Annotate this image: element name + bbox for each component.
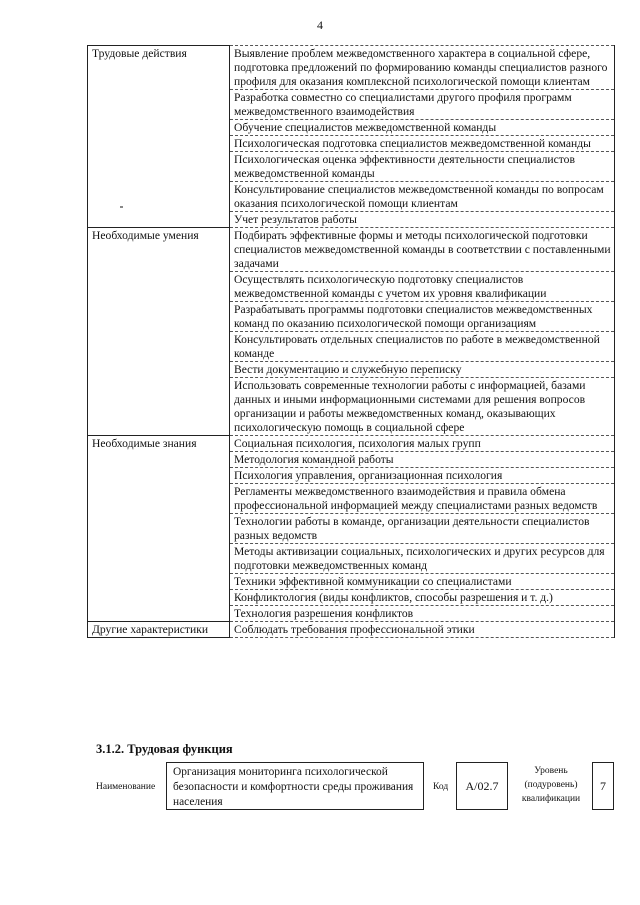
labor-function-row (0, 762, 640, 822)
name-value: Организация мониторинга психологической безопасности и комфортности среды проживания населения (166, 762, 424, 810)
item-cell: Обучение специалистов межведомственной команды (230, 120, 615, 136)
item-cell: Консультирование специалистов межведомственной команды по вопросам оказания психологической помощи клиентам (230, 182, 615, 212)
item-cell: Подбирать эффективные формы и методы психологической подготовки специалистов межведомственной команды в соответствии с поставленными задачами (230, 228, 615, 272)
item-cell: Методы активизации социальных, психологических и других ресурсов для подготовки межведомственных команд (230, 544, 615, 574)
name-label: Наименование (96, 782, 156, 792)
level-label-line-1: Уровень (534, 766, 568, 776)
page-number: 4 (317, 18, 323, 32)
category-cell: Необходимые умения (88, 228, 230, 436)
item-cell: Учет результатов работы (230, 212, 615, 228)
item-cell: Выявление проблем межведомственного характера в социальной сфере, подготовка предложений по формированию команды специалистов разного профиля для оказания комплексной психологической помощи клиентам (230, 46, 615, 90)
item-cell: Разрабатывать программы подготовки специалистов межведомственных команд по оказанию психологической помощи организациям (230, 302, 615, 332)
table-row (88, 622, 615, 638)
item-cell: Консультировать отдельных специалистов по работе в межведомственной команде (230, 332, 615, 362)
section-title: 3.1.2. Трудовая функция (96, 742, 233, 756)
category-cell: Трудовые действия (88, 46, 230, 228)
category-cell: Необходимые знания (88, 436, 230, 622)
item-cell: Психологическая оценка эффективности деятельности специалистов межведомственной команды (230, 152, 615, 182)
item-cell: Технологии работы в команде, организации деятельности специалистов разных ведомств (230, 514, 615, 544)
item-cell: Разработка совместно со специалистами другого профиля программ межведомственного взаимодействия (230, 90, 615, 120)
item-cell: Вести документацию и служебную переписку (230, 362, 615, 378)
item-cell: Психология управления, организационная психология (230, 468, 615, 484)
code-label: Код (433, 782, 449, 792)
item-cell: Техники эффективной коммуникации со специалистами (230, 574, 615, 590)
item-cell: Социальная психология, психология малых групп (230, 436, 615, 452)
scan-mark (120, 206, 123, 208)
labor-function-table (87, 45, 615, 638)
item-cell: Психологическая подготовка специалистов межведомственной команды (230, 136, 615, 152)
level-label-line-3: квалификации (521, 794, 581, 804)
level-value: 7 (592, 762, 614, 810)
item-cell: Использовать современные технологии работы с информацией, базами данных и иными информационными системами для решения вопросов организации и работы межведомственных команд, оказывающих психологическую помощь в социальной сфере (230, 378, 615, 436)
item-cell: Методология командной работы (230, 452, 615, 468)
level-label (516, 764, 586, 806)
table-row (88, 228, 615, 272)
item-cell: Конфликтология (виды конфликтов, способы разрешения и т. д.) (230, 590, 615, 606)
item-cell: Технология разрешения конфликтов (230, 606, 615, 622)
category-cell: Другие характеристики (88, 622, 230, 638)
item-cell: Регламенты межведомственного взаимодействия и правила обмена профессиональной информацией между специалистами разных ведомств (230, 484, 615, 514)
table-row (88, 46, 615, 90)
table-row (88, 436, 615, 452)
level-label-line-2: (подуровень) (524, 780, 578, 790)
item-cell: Соблюдать требования профессиональной этики (230, 622, 615, 638)
code-value: А/02.7 (456, 762, 508, 810)
item-cell: Осуществлять психологическую подготовку специалистов межведомственной команды с учетом их уровня квалификации (230, 272, 615, 302)
